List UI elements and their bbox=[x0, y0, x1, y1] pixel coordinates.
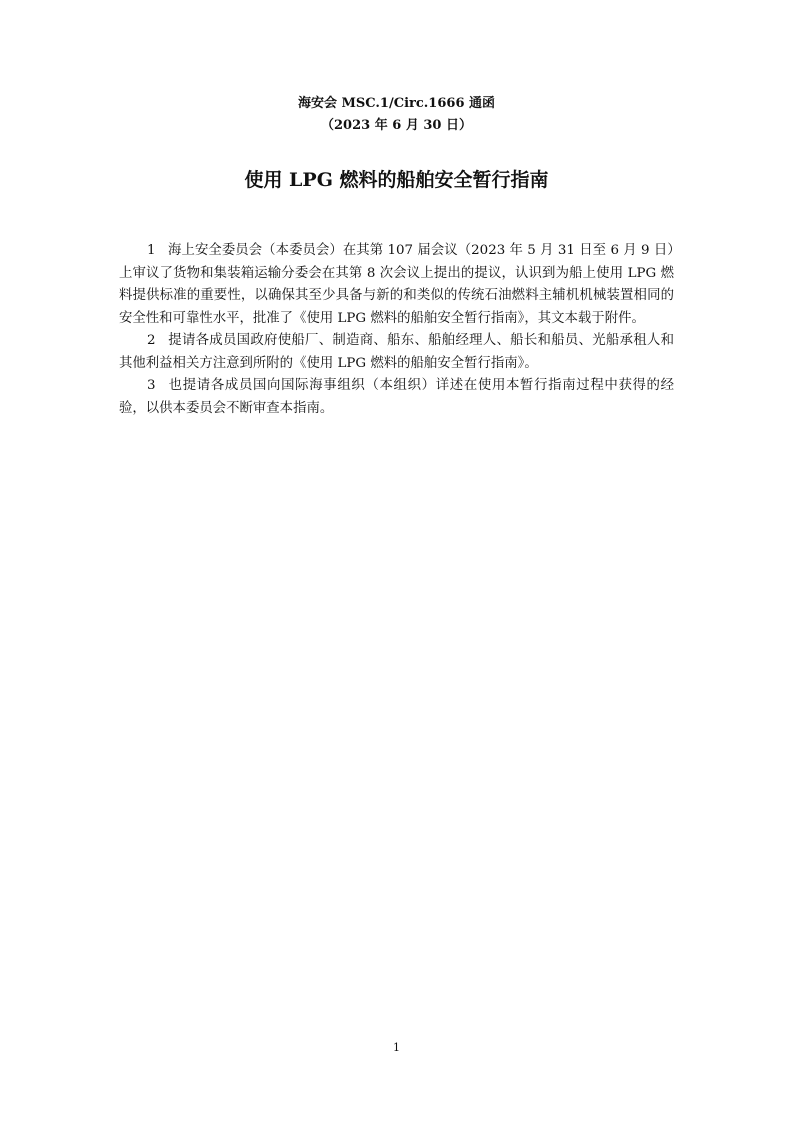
paragraph-text: 也提请各成员国向国际海事组织（本组织）详述在使用本暂行指南过程中获得的经验，以供本委员会不断审查本指南。 bbox=[119, 378, 674, 416]
paragraph-number: 2 bbox=[147, 333, 156, 348]
page-number: 1 bbox=[393, 1041, 400, 1054]
document-body bbox=[119, 240, 674, 420]
paragraph-number: 3 bbox=[147, 378, 156, 393]
paragraph-text: 海上安全委员会（本委员会）在其第 107 届会议（2023 年 5 月 31 日至 6 月 9 日）上审议了货物和集装箱运输分委会在其第 8 次会议上提出的提议，认识到为船上使用 LPG 燃料提供标准的重要性，以确保其至少具备与新的和类似的传统石油燃料主辅机机械装置相同的安全性和可靠性水平，批准了《使用 LPG 燃料的船舶安全暂行指南》，其文本载于附件。 bbox=[119, 243, 674, 326]
paragraph-1 bbox=[119, 240, 674, 330]
circular-date: （2023 年 6 月 30 日） bbox=[321, 118, 472, 133]
paragraph-2 bbox=[119, 330, 674, 375]
paragraph-text: 提请各成员国政府使船厂、制造商、船东、船舶经理人、船长和船员、光船承租人和其他利益相关方注意到所附的《使用 LPG 燃料的船舶安全暂行指南》。 bbox=[119, 333, 674, 371]
document-title: 使用 LPG 燃料的船舶安全暂行指南 bbox=[244, 169, 549, 191]
circular-reference: 海安会 MSC.1/Circ.1666 通函 bbox=[297, 96, 496, 111]
paragraph-3 bbox=[119, 375, 674, 420]
paragraph-number: 1 bbox=[147, 243, 156, 258]
